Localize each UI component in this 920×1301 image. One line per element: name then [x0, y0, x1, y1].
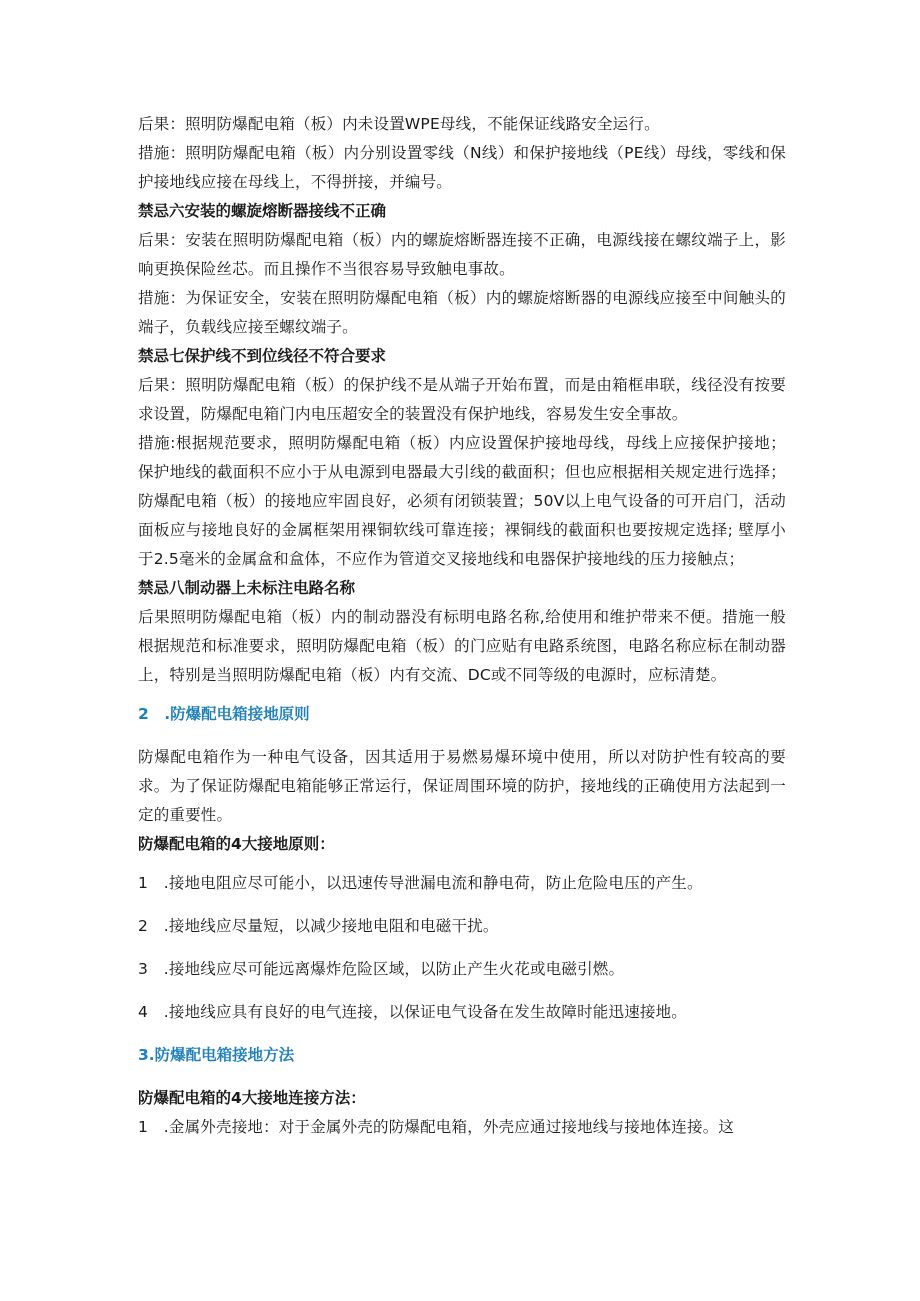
bold-subheading: 禁忌六安装的螺旋熔断器接线不正确	[138, 202, 387, 220]
paragraph: 防爆配电箱作为一种电气设备，因其适用于易燃易爆环境中使用，所以对防护性有较高的要求。为了保证防爆配电箱能够正常运行，保证周围环境的防护，接地线的正确使用方法起到一定的重要性。	[138, 748, 786, 824]
spacer	[138, 690, 786, 700]
paragraph: 3 .接地线应尽可能远离爆炸危险区域，以防止产生火花或电磁引燃。	[138, 960, 625, 978]
paragraph: 1 .金属外壳接地：对于金属外壳的防爆配电箱，外壳应通过接地线与接地体连接。这	[138, 1118, 735, 1136]
spacer	[138, 898, 786, 912]
spacer	[138, 1070, 786, 1084]
bold-subheading: 防爆配电箱的4大接地原则：	[138, 835, 335, 853]
paragraph: 后果照明防爆配电箱（板）内的制动器没有标明电路名称,给使用和维护带来不便。措施一般根据规范和标准要求，照明防爆配电箱（板）的门应贴有电路系统图，电路名称应标在制动器上，特别是当照明防爆配电箱（板）内有交流、DC或不同等级的电源时，应标清楚。	[138, 608, 786, 684]
paragraph: 4 .接地线应具有良好的电气连接，以保证电气设备在发生故障时能迅速接地。	[138, 1003, 687, 1021]
paragraph: 措施：为保证安全，安装在照明防爆配电箱（板）内的螺旋熔断器的电源线应接至中间触头的端子，负载线应接至螺纹端子。	[138, 289, 786, 336]
paragraph: 后果：照明防爆配电箱（板）内未设置WPE母线，不能保证线路安全运行。	[138, 115, 660, 133]
paragraph: 1 .接地电阻应尽可能小，以迅速传导泄漏电流和静电荷，防止危险电压的产生。	[138, 874, 703, 892]
paragraph: 2 .接地线应尽量短，以减少接地电阻和电磁干扰。	[138, 917, 499, 935]
spacer	[138, 941, 786, 955]
paragraph: 后果：照明防爆配电箱（板）的保护线不是从端子开始布置，而是由箱框串联，线径没有按要求设置，防爆配电箱门内电压超安全的装置没有保护地线，容易发生安全事故。	[138, 376, 786, 423]
paragraph: 措施:根据规范要求，照明防爆配电箱（板）内应设置保护接地母线，母线上应接保护接地；保护地线的截面积不应小于从电源到电器最大引线的截面积；但也应根据相关规定进行选择；防爆配电箱（板）的接地应牢固良好，必须有闭锁装置；50V以上电气设备的可开启门，活动面板应与接地良好的金属框架用裸铜软线可靠连接；裸铜线的截面积也要按规定选择; 壁厚小于2.5毫米的金属盒和盒体，不应作为管道交叉接地线和电器保护接地线的压力接触点；	[138, 434, 786, 568]
spacer	[138, 859, 786, 869]
document-page	[138, 110, 786, 1142]
paragraph: 措施：照明防爆配电箱（板）内分别设置零线（N线）和保护接地线（PE线）母线，零线和保护接地线应接在母线上，不得拼接，并编号。	[138, 144, 786, 191]
section-heading: 3.防爆配电箱接地方法	[138, 1046, 295, 1064]
bold-subheading: 禁忌七保护线不到位线径不符合要求	[138, 347, 387, 365]
spacer	[138, 984, 786, 998]
paragraph: 后果：安装在照明防爆配电箱（板）内的螺旋熔断器连接不正确，电源线接在螺纹端子上，影响更换保险丝芯。而且操作不当很容易导致触电事故。	[138, 231, 786, 278]
document-body	[138, 110, 786, 1142]
section-heading: 2 .防爆配电箱接地原则	[138, 705, 310, 723]
spacer	[138, 729, 786, 743]
bold-subheading: 防爆配电箱的4大接地连接方法：	[138, 1089, 366, 1107]
bold-subheading: 禁忌八制动器上未标注电路名称	[138, 579, 356, 597]
spacer	[138, 1027, 786, 1041]
